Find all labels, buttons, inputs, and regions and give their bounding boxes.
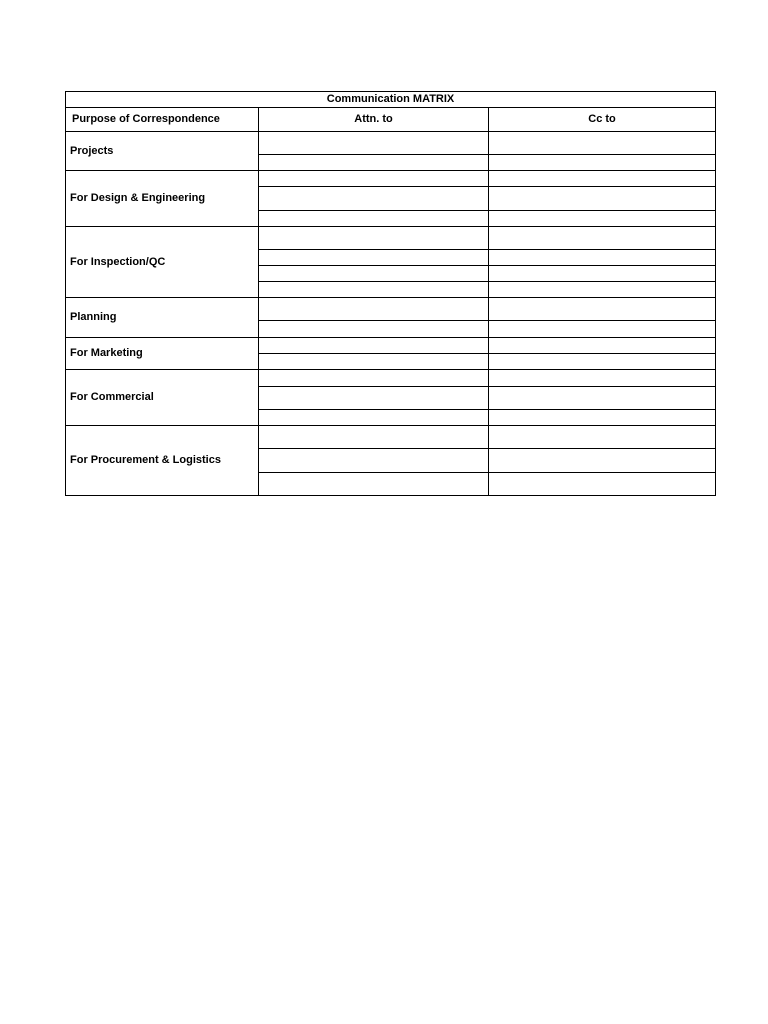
attn-to-cell[interactable]: [259, 449, 489, 473]
attn-to-cell[interactable]: [259, 227, 489, 250]
attn-to-cell[interactable]: [259, 298, 489, 321]
attn-to-cell[interactable]: [259, 410, 489, 426]
cc-to-cell[interactable]: [489, 132, 716, 155]
attn-to-cell[interactable]: [259, 187, 489, 211]
purpose-cell: Planning: [66, 298, 259, 338]
attn-to-cell[interactable]: [259, 473, 489, 496]
cc-to-cell[interactable]: [489, 387, 716, 410]
header-attn: Attn. to: [259, 108, 489, 132]
purpose-cell: Projects: [66, 132, 259, 171]
table-row: [66, 227, 716, 250]
attn-to-cell[interactable]: [259, 354, 489, 370]
purpose-cell: For Commercial: [66, 370, 259, 426]
communication-matrix-table: [65, 91, 716, 496]
cc-to-cell[interactable]: [489, 266, 716, 282]
matrix-title: Communication MATRIX: [66, 92, 716, 108]
attn-to-cell[interactable]: [259, 338, 489, 354]
cc-to-cell[interactable]: [489, 250, 716, 266]
cc-to-cell[interactable]: [489, 227, 716, 250]
attn-to-cell[interactable]: [259, 370, 489, 387]
attn-to-cell[interactable]: [259, 132, 489, 155]
cc-to-cell[interactable]: [489, 282, 716, 298]
cc-to-cell[interactable]: [489, 155, 716, 171]
cc-to-cell[interactable]: [489, 426, 716, 449]
attn-to-cell[interactable]: [259, 387, 489, 410]
cc-to-cell[interactable]: [489, 338, 716, 354]
cc-to-cell[interactable]: [489, 410, 716, 426]
purpose-cell: For Design & Engineering: [66, 171, 259, 227]
header-purpose: Purpose of Correspondence: [66, 108, 259, 132]
cc-to-cell[interactable]: [489, 171, 716, 187]
attn-to-cell[interactable]: [259, 155, 489, 171]
attn-to-cell[interactable]: [259, 266, 489, 282]
attn-to-cell[interactable]: [259, 211, 489, 227]
cc-to-cell[interactable]: [489, 370, 716, 387]
table-row: [66, 171, 716, 187]
table-row: [66, 338, 716, 354]
cc-to-cell[interactable]: [489, 354, 716, 370]
header-row: [66, 108, 716, 132]
cc-to-cell[interactable]: [489, 298, 716, 321]
purpose-cell: For Marketing: [66, 338, 259, 370]
purpose-cell: For Procurement & Logistics: [66, 426, 259, 496]
title-row: [66, 92, 716, 108]
attn-to-cell[interactable]: [259, 282, 489, 298]
attn-to-cell[interactable]: [259, 171, 489, 187]
attn-to-cell[interactable]: [259, 250, 489, 266]
cc-to-cell[interactable]: [489, 187, 716, 211]
cc-to-cell[interactable]: [489, 211, 716, 227]
cc-to-cell[interactable]: [489, 473, 716, 496]
attn-to-cell[interactable]: [259, 426, 489, 449]
table-row: [66, 132, 716, 155]
header-cc: Cc to: [489, 108, 716, 132]
attn-to-cell[interactable]: [259, 321, 489, 338]
cc-to-cell[interactable]: [489, 449, 716, 473]
cc-to-cell[interactable]: [489, 321, 716, 338]
purpose-cell: For Inspection/QC: [66, 227, 259, 298]
table-row: [66, 370, 716, 387]
table-row: [66, 426, 716, 449]
table-row: [66, 298, 716, 321]
